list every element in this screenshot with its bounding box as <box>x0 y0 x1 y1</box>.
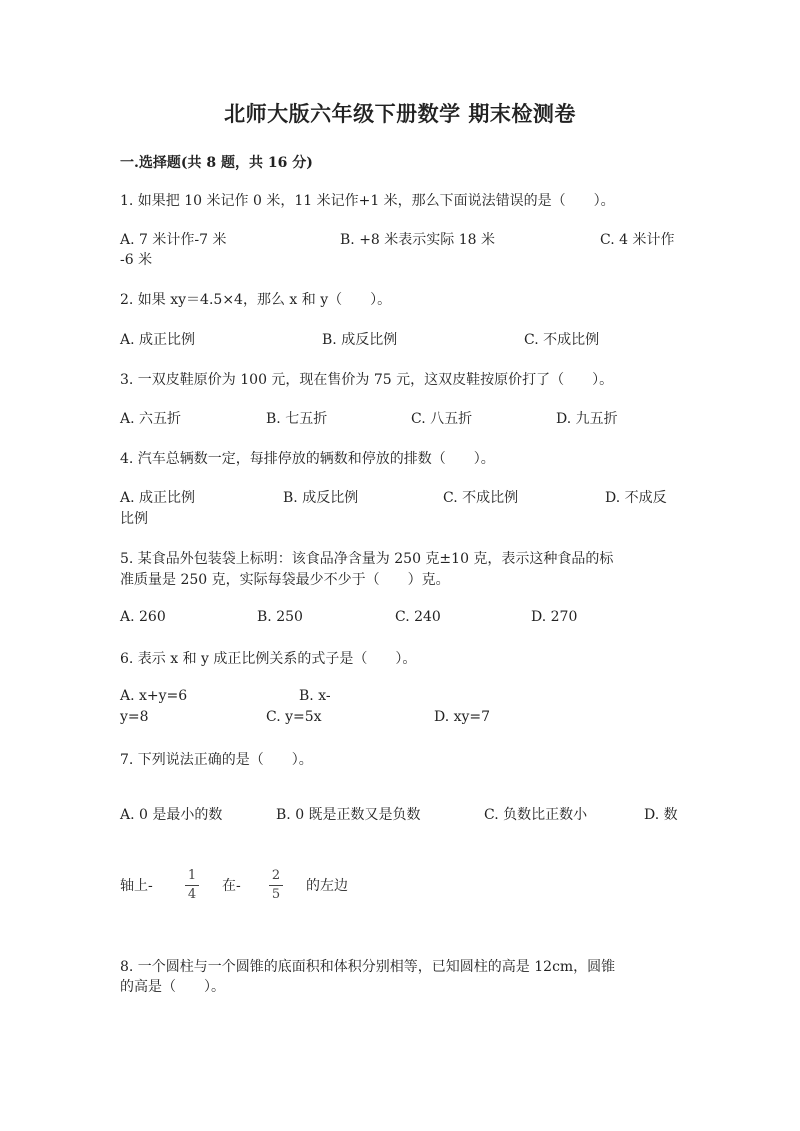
question-7-continuation-part-3: 的左边 <box>306 878 348 894</box>
question-3-option-d: D. 九五折 <box>556 411 618 427</box>
question-5-option-b: B. 250 <box>257 609 303 625</box>
question-5-option-a: A. 260 <box>120 609 166 625</box>
fraction-denominator: 4 <box>187 887 197 902</box>
question-4-option-b: B. 成反比例 <box>283 490 359 506</box>
question-2-stem: 2. 如果 xy＝4.5×4，那么 x 和 y（ ）。 <box>120 292 392 308</box>
question-5-stem-line-2: 准质量是 250 克，实际每袋最少不少于（ ）克。 <box>120 572 450 588</box>
question-4-stem: 4. 汽车总辆数一定，每排停放的辆数和停放的排数（ ）。 <box>120 451 495 467</box>
question-5-option-c: C. 240 <box>395 609 441 625</box>
question-8-stem-line-1: 8. 一个圆柱与一个圆锥的底面积和体积分别相等，已知圆柱的高是 12cm，圆锥 <box>120 959 616 975</box>
question-1-stem: 1. 如果把 10 米记作 0 米，11 米记作+1 米，那么下面说法错误的是（ ）。 <box>120 193 615 209</box>
question-6-option-d: D. xy=7 <box>434 709 491 725</box>
question-7-option-b: B. 0 既是正数又是负数 <box>276 807 421 823</box>
question-7-option-c: C. 负数比正数小 <box>484 807 588 823</box>
question-1-option-b: B. +8 米表示实际 18 米 <box>340 232 495 248</box>
question-1-option-c: C. 4 米计作 <box>600 232 675 248</box>
question-2-option-a: A. 成正比例 <box>120 332 196 348</box>
question-4-option-c: C. 不成比例 <box>443 490 519 506</box>
page-title: 北师大版六年级下册数学 期末检测卷 <box>224 101 576 126</box>
fraction-one-quarter <box>184 868 200 903</box>
question-1-option-c-continued: -6 米 <box>120 252 153 268</box>
question-5-option-d: D. 270 <box>531 609 578 625</box>
fraction-numerator: 1 <box>187 868 197 883</box>
question-4-option-d-continued: 比例 <box>120 511 148 527</box>
question-3-stem: 3. 一双皮鞋原价为 100 元，现在售价为 75 元，这双皮鞋按原价打了（ ）。 <box>120 372 614 388</box>
question-3-option-c: C. 八五折 <box>411 411 473 427</box>
question-2-option-b: B. 成反比例 <box>322 332 398 348</box>
question-5-stem-line-1: 5. 某食品外包装袋上标明：该食品净含量为 250 克±10 克，表示这种食品的标 <box>120 551 614 567</box>
question-2-option-c: C. 不成比例 <box>524 332 600 348</box>
question-1-option-a: A. 7 米计作-7 米 <box>120 232 227 248</box>
question-6-option-c: C. y=5x <box>266 709 322 725</box>
fraction-bar <box>269 885 283 886</box>
question-3-option-a: A. 六五折 <box>120 411 182 427</box>
fraction-two-fifths <box>268 868 284 903</box>
question-6-option-b-continued: y=8 <box>120 709 149 725</box>
question-6-stem: 6. 表示 x 和 y 成正比例关系的式子是（ ）。 <box>120 651 417 667</box>
question-6-option-b: B. x- <box>299 688 331 704</box>
section-heading: 一.选择题(共 8 题，共 16 分) <box>120 155 313 171</box>
question-7-continuation-part-2: 在- <box>222 878 241 894</box>
question-7-option-d: D. 数 <box>644 807 678 823</box>
question-8-stem-line-2: 的高是（ ）。 <box>120 979 225 995</box>
question-7-stem: 7. 下列说法正确的是（ ）。 <box>120 752 313 768</box>
question-7-continuation-part-1: 轴上- <box>120 878 153 894</box>
question-7-option-a: A. 0 是最小的数 <box>120 807 223 823</box>
question-3-option-b: B. 七五折 <box>266 411 328 427</box>
question-4-option-d: D. 不成反 <box>605 490 667 506</box>
fraction-denominator: 5 <box>271 887 281 902</box>
question-6-option-a: A. x+y=6 <box>120 688 188 704</box>
fraction-numerator: 2 <box>271 868 281 883</box>
question-4-option-a: A. 成正比例 <box>120 490 196 506</box>
fraction-bar <box>185 885 199 886</box>
